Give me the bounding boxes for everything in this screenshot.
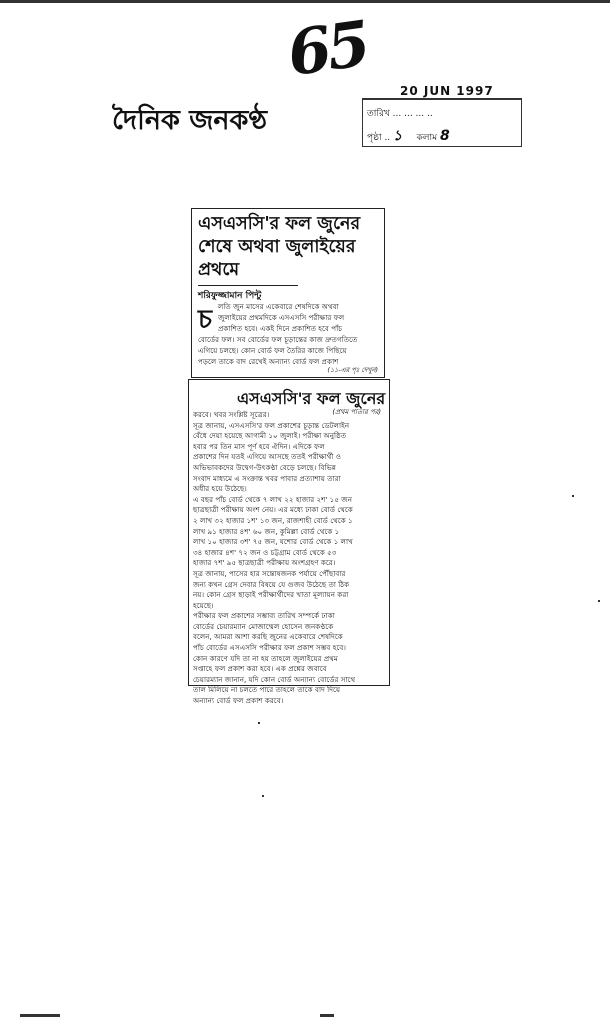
continuation-headline: এসএসসি'র ফল জুনের — [237, 389, 386, 408]
body-line: লতি জুন মাসের একেবারে শেষদিকে অথবা — [218, 302, 339, 311]
body-line: হাজার ৭শ' ৯৫ ছাত্রছাত্রী পরীক্ষায় অংশগ্রহণ করে। — [193, 558, 336, 568]
continuation-subhead: (প্রথম পাতার পর) — [332, 408, 381, 416]
body-line: বোর্ডের চেয়ারম্যান মোজাম্মেল হোসেন জনকণ্ঠকে — [193, 621, 334, 631]
stamp-box — [362, 98, 522, 147]
scan-speck — [320, 1014, 334, 1017]
body-line: সূত্র জানায়, এসএসসি'র ফল প্রকাশের চূড়ান্ত ডেটলাইন — [193, 420, 350, 430]
drop-cap: চ — [198, 305, 213, 335]
body-line: ৩৪ হাজার ৪শ' ৭২ জন ও চট্টগ্রাম বোর্ড থেকে ৫৩ — [193, 547, 337, 557]
scan-speck — [20, 1014, 60, 1017]
body-line: সূত্র জানায়, পাসের হার সন্তোষজনক পর্যায়ে পৌঁছাবার — [193, 568, 346, 578]
byline: শরিফুজ্জামান পিন্টু — [198, 285, 298, 303]
headline-line: প্রথমে — [198, 260, 240, 280]
stamp-page-label: পৃষ্ঠা .. — [367, 133, 391, 143]
handwritten-page-number: 65 — [283, 6, 371, 91]
body-line: প্রকাশিত হবে। একই দিনে প্রকাশিত হবে পাঁচ — [218, 324, 343, 333]
body-line: বোর্ডের ফল। সব বোর্ডের ফল চূড়ান্তের কাজ দ্রুতগতিতে — [198, 335, 358, 344]
stamp-date: 20 JUN 1997 — [400, 84, 494, 98]
body-line: এগিয়ে চলছে। কোন বোর্ড ফল তৈরির কাজে পিছিয়ে — [198, 346, 347, 355]
body-line: অধীর হয়ে উঠেছে। — [193, 484, 247, 494]
body-line: প্রকাশের দিন যতই এগিয়ে আসছে ততই পরীক্ষার্থী ও — [193, 452, 342, 462]
stamp-page-value: ১ — [393, 128, 403, 144]
article-body — [198, 301, 380, 367]
body-line: বেঁধে দেয়া হয়েছে আগামী ১০ জুলাই। পরীক্ষা অনুষ্ঠিত — [193, 431, 347, 441]
newspaper-masthead: দৈনিক জনকণ্ঠ — [112, 105, 268, 136]
stamp-page-column-row — [367, 124, 450, 148]
stamp-column-label: কলাম — [416, 133, 438, 143]
body-line: সংবাদ মাধ্যমে এ সংক্রান্ত খবর পাবার প্রত্যাশায় তারা — [193, 473, 341, 483]
body-line: জন্য কখন গ্রেস দেবার বিষয়ে যে গুজব উঠেছে তা ঠিক — [193, 579, 350, 589]
scan-speck — [258, 722, 260, 724]
article-clipping-front — [191, 208, 385, 378]
body-line: অভিভাবকদের উদ্বেগ-উৎকণ্ঠা বেড়ে চলছে। বিভিন্ন — [193, 462, 337, 472]
body-line: ছাত্রছাত্রী পরীক্ষায় অংশ নেয়। এর মধ্যে ঢাকা বোর্ড থেকে — [193, 505, 353, 515]
scan-speck — [598, 600, 600, 602]
scan-border — [0, 0, 610, 3]
body-line: চেয়ারম্যান জানান, যদি কোন বোর্ড অন্যান্য বোর্ডের সাথে — [193, 674, 356, 684]
body-line: পাঁচ বোর্ডের এসএসসি পরীক্ষার ফল প্রকাশ সম্ভব হবে। — [193, 643, 346, 653]
body-line: হয়েছে। — [193, 600, 214, 610]
body-line: তাল মিলিয়ে না চলতে পারে তাহলে তাকে বাদ দিয়ে — [193, 685, 341, 695]
body-line: করবে। খবর সংশ্লিষ্ট সূত্রের। — [193, 410, 270, 419]
article-headline — [198, 213, 360, 282]
body-line: অন্যান্য বোর্ড ফল প্রকাশ করবে। — [193, 696, 284, 706]
body-line: বলেন, আমরা আশা করছি জুনের একেবারে শেষদিকে — [193, 632, 343, 642]
stamp-date-label: তারিখ ... ... ... .. — [367, 109, 433, 119]
body-line: জুলাইয়ের প্রথমদিকে এসএসসি পরীক্ষার ফল — [218, 313, 345, 322]
stamp-column-value: 8 — [439, 128, 450, 144]
body-line: পড়লে তাকে বাদ রেখেই অন্যান্য বোর্ড ফল প্রকাশ — [198, 357, 339, 366]
body-line: কোন কারণে যদি তা না হয় তাহলে জুলাইয়ের প্রথম — [193, 653, 338, 663]
article-body — [193, 410, 385, 707]
body-line: লাখ ৯১ হাজার ৪শ' ৬০ জন, কুমিল্লা বোর্ড থেকে ১ — [193, 526, 340, 536]
body-line: হবার পর তিন মাস পূর্ণ হবে ঐদিন। এদিকে ফল — [193, 441, 325, 451]
body-line: লাখ ১০ হাজার ৩শ' ৭৫ জন, যশোর বোর্ড থেকে ১ লাখ — [193, 537, 353, 547]
body-line: নয়। কোন গ্রেস ছাড়াই পরীক্ষার্থীদের খাতা মূল্যায়ন করা — [193, 590, 349, 600]
body-line: ২ লাখ ৩২ হাজার ১শ' ১৩ জন, রাজশাহী বোর্ড থেকে ১ — [193, 515, 353, 525]
body-line: এ বছর পাঁচ বোর্ড থেকে ৭ লাখ ২২ হাজার ২শ' ১৫ জন — [193, 494, 352, 504]
continued-note: (১১-এর পৃঃ দেখুন) — [327, 366, 378, 374]
scan-speck — [572, 495, 574, 497]
headline-line: এসএসসি'র ফল জুনের — [198, 214, 361, 234]
date-stamp — [362, 84, 522, 144]
scan-speck — [262, 795, 264, 797]
article-clipping-continuation — [188, 379, 390, 706]
headline-line: শেষে অথবা জুলাইয়ের — [198, 237, 356, 257]
body-line: পরীক্ষার ফল প্রকাশের সম্ভাব্য তারিখ সম্পর্কে ঢাকা — [193, 611, 335, 621]
body-line: সপ্তাহে ফল প্রকাশ করা হবে। এক প্রশ্নের জবাবে — [193, 664, 327, 674]
